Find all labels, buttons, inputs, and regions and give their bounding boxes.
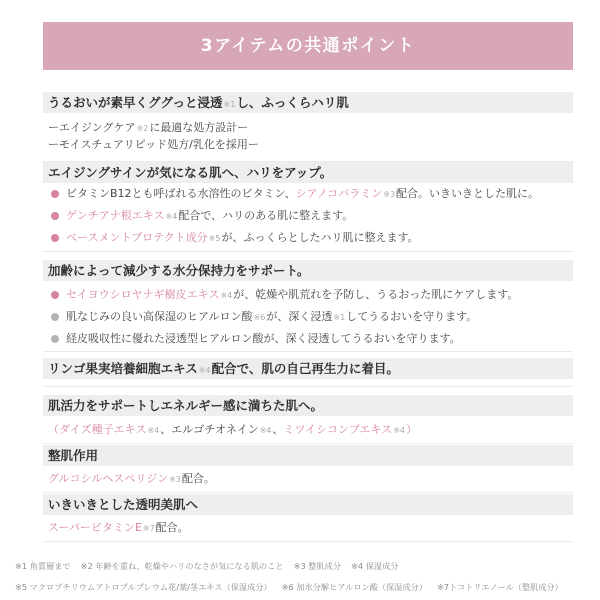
section-water-retention: [43, 260, 573, 352]
body-text: に最適な処方設計ー: [149, 121, 249, 134]
body-text: ーモイスチュアリピッド処方/乳化を採用ー: [48, 138, 259, 151]
section-heading: [43, 162, 573, 183]
footnote-item: ※2 年齢を重ね、乾燥やハリのなさが気になる肌のこと: [80, 561, 284, 571]
body-text: 、: [272, 423, 284, 436]
ingredient-name: ）: [405, 423, 417, 436]
heading-text: リンゴ果実培養細胞エキス: [48, 361, 198, 376]
body-line: [43, 120, 573, 137]
footnote-marker: ※7: [142, 524, 155, 533]
footnote-marker: ※4: [198, 366, 211, 375]
footnote-item: ※6 加水分解ヒアルロン酸（保湿成分）: [281, 582, 428, 592]
footnote-item: ※5 マクロプチリウムアトロプルプレウム花/葉/茎エキス（保湿成分）: [15, 582, 272, 592]
pink-dot-icon: [51, 190, 59, 198]
section-moisture-firmness: [43, 92, 573, 162]
title-banner: [43, 22, 573, 70]
body-line: [43, 469, 573, 490]
heading-text: 肌活力をサポートしエネルギー感に満ちた肌へ。: [48, 398, 324, 413]
footnote-marker: ※5: [208, 234, 221, 243]
section-body: [43, 515, 573, 541]
pink-dot-icon: [51, 212, 59, 220]
section-heading: [43, 260, 573, 281]
body-text: 配合で、ハリのある肌に整えます。: [178, 209, 354, 222]
body-text: ーエイジングケア: [48, 121, 136, 134]
pink-dot-icon: [51, 234, 59, 242]
body-text: が、ふっくらとしたハリ肌に整えます。: [221, 231, 419, 244]
footnote-item: ※3 整肌成分: [293, 561, 342, 571]
ingredient-name: グルコシルヘスペリジン: [48, 472, 169, 485]
body-text: が、深く浸透: [266, 310, 333, 323]
heading-text: 加齢によって減少する水分保持力をサポート。: [48, 263, 310, 278]
heading-text: いきいきとした透明美肌へ: [48, 497, 199, 512]
bullet-item: [43, 183, 573, 205]
footnote-marker: ※4: [259, 426, 272, 435]
section-heading: [43, 395, 573, 416]
footnote-marker: ※1: [223, 100, 236, 109]
section-body: [43, 113, 573, 161]
footnote-marker: ※3: [383, 190, 396, 199]
body-text: してうるおいを守ります。: [346, 310, 478, 323]
footnote-marker: ※1: [333, 313, 346, 322]
body-text: 配合。: [181, 472, 215, 485]
ingredient-name: ミツイシコンブエキス: [283, 423, 393, 436]
banner-title: 3アイテムの共通ポイント: [200, 36, 416, 56]
footnote-marker: ※4: [147, 426, 160, 435]
body-text: 配合。: [155, 521, 189, 534]
heading-text: エイジングサインが気になる肌へ、ハリをアップ。: [48, 165, 333, 180]
ingredient-name: ゲンチアナ根エキス: [66, 209, 165, 222]
section-skin-conditioning: [43, 445, 573, 493]
body-line: [43, 420, 573, 441]
bullet-item: [43, 205, 573, 227]
body-text: が、乾燥や肌荒れを予防し、うるおった肌にケアします。: [233, 288, 519, 301]
footnotes-line: [15, 560, 595, 572]
footnote-marker: ※3: [169, 475, 181, 484]
section-body: [43, 466, 573, 492]
section-body: [43, 416, 573, 443]
section-aging-signs: [43, 162, 573, 252]
heading-text: 整肌作用: [48, 448, 99, 463]
body-line: [43, 518, 573, 539]
ingredient-name: セイヨウシロヤナギ樹皮エキス: [66, 288, 220, 301]
footnote-marker: ※4: [393, 426, 405, 435]
footnotes-line: [15, 581, 595, 593]
body-line: [43, 137, 573, 153]
bullet-item: [43, 328, 573, 350]
bullet-item: [43, 227, 573, 249]
section-body: [43, 281, 573, 351]
ingredient-name: シアノコバラミン: [295, 187, 383, 200]
body-text: 肌なじみの良い高保湿のヒアルロン酸: [66, 310, 253, 323]
section-heading: [43, 494, 573, 515]
pink-dot-icon: [51, 291, 59, 299]
section-heading: [43, 445, 573, 466]
section-heading: [43, 358, 573, 379]
body-text: 経皮吸収性に優れた浸透型ヒアルロン酸が、深く浸透してうるおいを守ります。: [66, 332, 461, 345]
footnote-marker: ※6: [253, 313, 266, 322]
heading-text: 配合で、肌の自己再生力に着目。: [211, 361, 399, 376]
gray-dot-icon: [51, 313, 59, 321]
gray-dot-icon: [51, 335, 59, 343]
heading-text: うるおいが素早くググっと浸透: [48, 95, 223, 110]
ingredient-name: ベースメントプロテクト成分: [66, 231, 208, 244]
bullet-item: [43, 306, 573, 328]
section-skin-vitality: [43, 395, 573, 444]
body-text: 配合。いきいきとした肌に。: [396, 187, 540, 200]
footnote-marker: ※4: [220, 291, 233, 300]
section-heading: [43, 92, 573, 113]
footnote-marker: ※2: [136, 124, 149, 133]
footnote-item: ※1 角質層まで: [15, 561, 71, 571]
footnote-marker: ※4: [165, 212, 178, 221]
body-text: ビタミンB12とも呼ばれる水溶性のビタミン、: [66, 187, 296, 200]
bullet-item: [43, 284, 573, 306]
section-apple-stem-cell: [43, 358, 573, 387]
heading-text: し、ふっくらハリ肌: [236, 95, 349, 110]
section-clear-skin: [43, 494, 573, 542]
ingredient-name: スーパービタミンE: [48, 521, 142, 534]
footnote-item: ※4 保湿成分: [351, 561, 399, 571]
footnote-item: ※7トコトリエノール（整肌成分）: [437, 582, 563, 592]
body-text: 、エルゴチオネイン: [160, 423, 259, 436]
ingredient-name: （ダイズ種子エキス: [48, 423, 147, 436]
section-body: [43, 183, 573, 251]
